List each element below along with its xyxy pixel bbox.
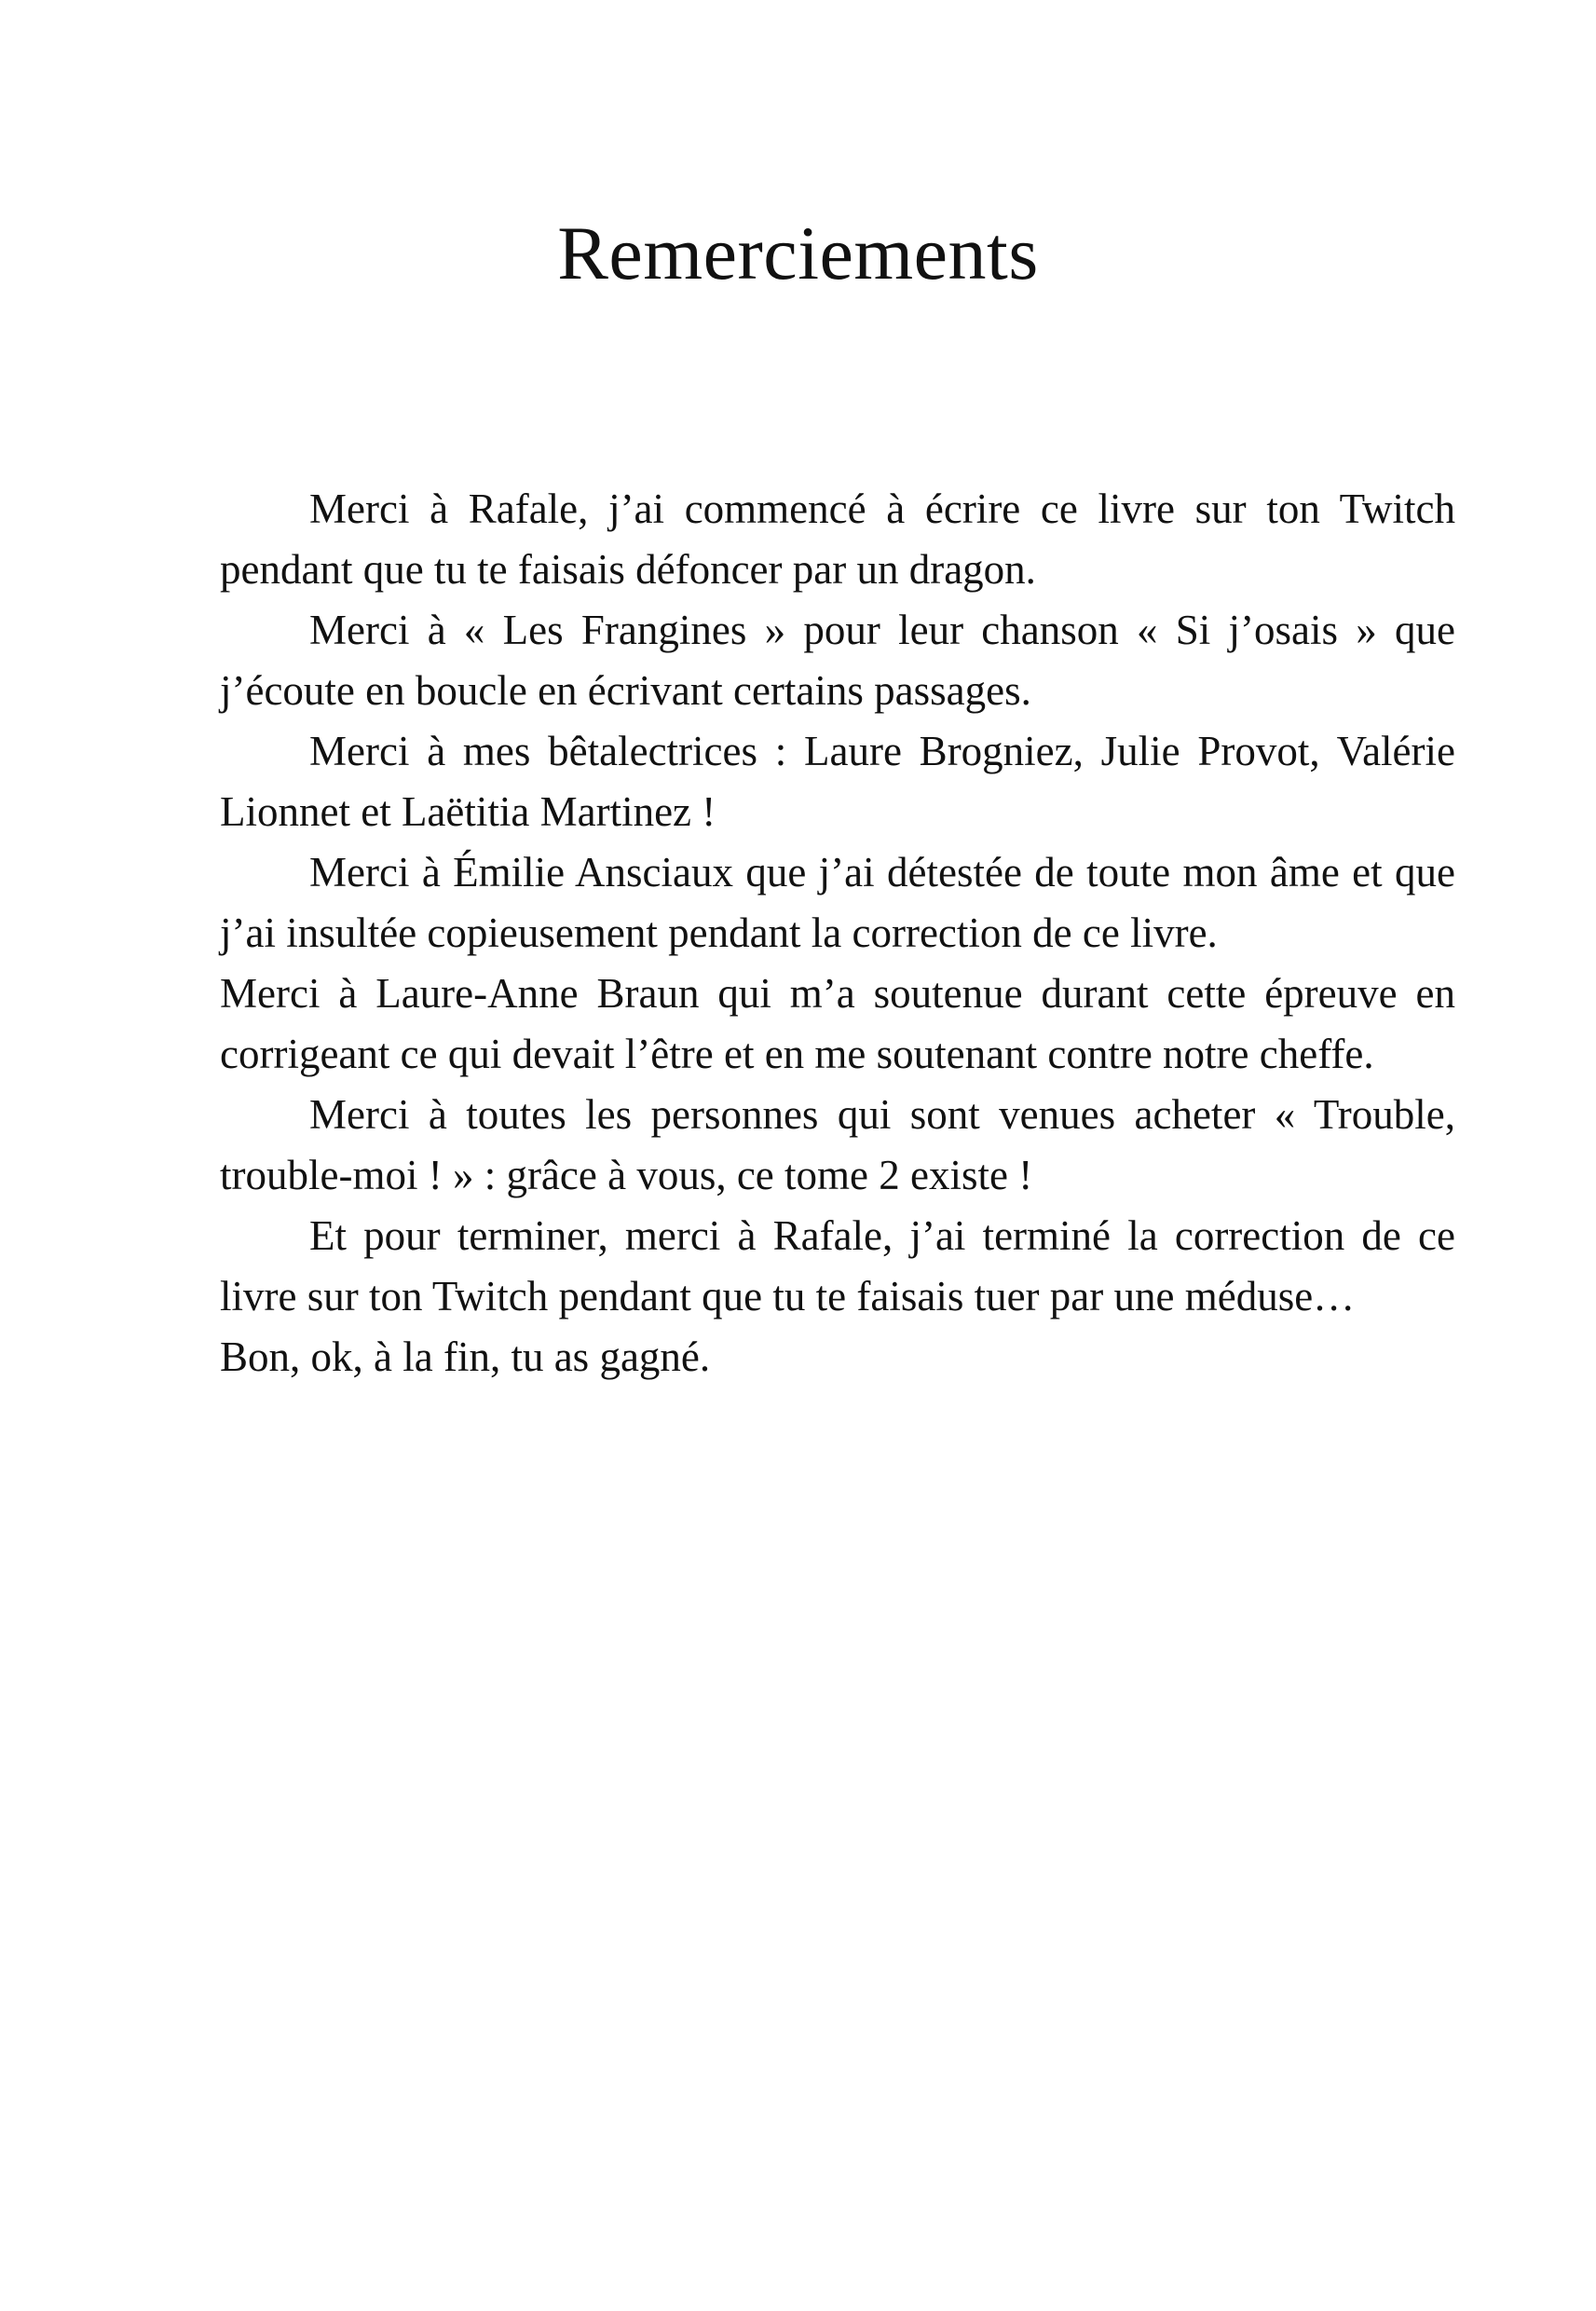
acknowledgements-body bbox=[220, 479, 1455, 1388]
paragraph-rafale-end: Et pour terminer, merci à Rafale, j’ai terminé la correction de ce livre sur ton Twitch pendant que tu te faisais tuer par une méduse… bbox=[220, 1212, 1455, 1320]
paragraph-laure-anne-braun: Merci à Laure-Anne Braun qui m’a soutenue durant cette épreuve en corrigeant ce qui devait l’être et en me soutenant contre notre cheffe. bbox=[220, 970, 1455, 1077]
paragraph-emilie-ansciaux: Merci à Émilie Ansciaux que j’ai détestée de toute mon âme et que j’ai insultée copieusement pendant la correction de ce livre. bbox=[220, 849, 1455, 956]
paragraph-readers: Merci à toutes les personnes qui sont venues acheter « Trouble, trouble-moi ! » : grâce à vous, ce tome 2 existe ! bbox=[220, 1091, 1455, 1198]
paragraph-betalectrices: Merci à mes bêtalectrices : Laure Brogniez, Julie Provot, Valérie Lionnet et Laëtitia Martinez ! bbox=[220, 728, 1455, 835]
page-title: Remerciements bbox=[557, 211, 1039, 295]
paragraph-rafale-start: Merci à Rafale, j’ai commencé à écrire ce livre sur ton Twitch pendant que tu te faisais défoncer par un dragon. bbox=[220, 485, 1455, 593]
paragraph-closing: Bon, ok, à la fin, tu as gagné. bbox=[220, 1333, 711, 1380]
paragraph-les-frangines: Merci à « Les Frangines » pour leur chanson « Si j’osais » que j’écoute en boucle en écrivant certains passages. bbox=[220, 607, 1455, 714]
